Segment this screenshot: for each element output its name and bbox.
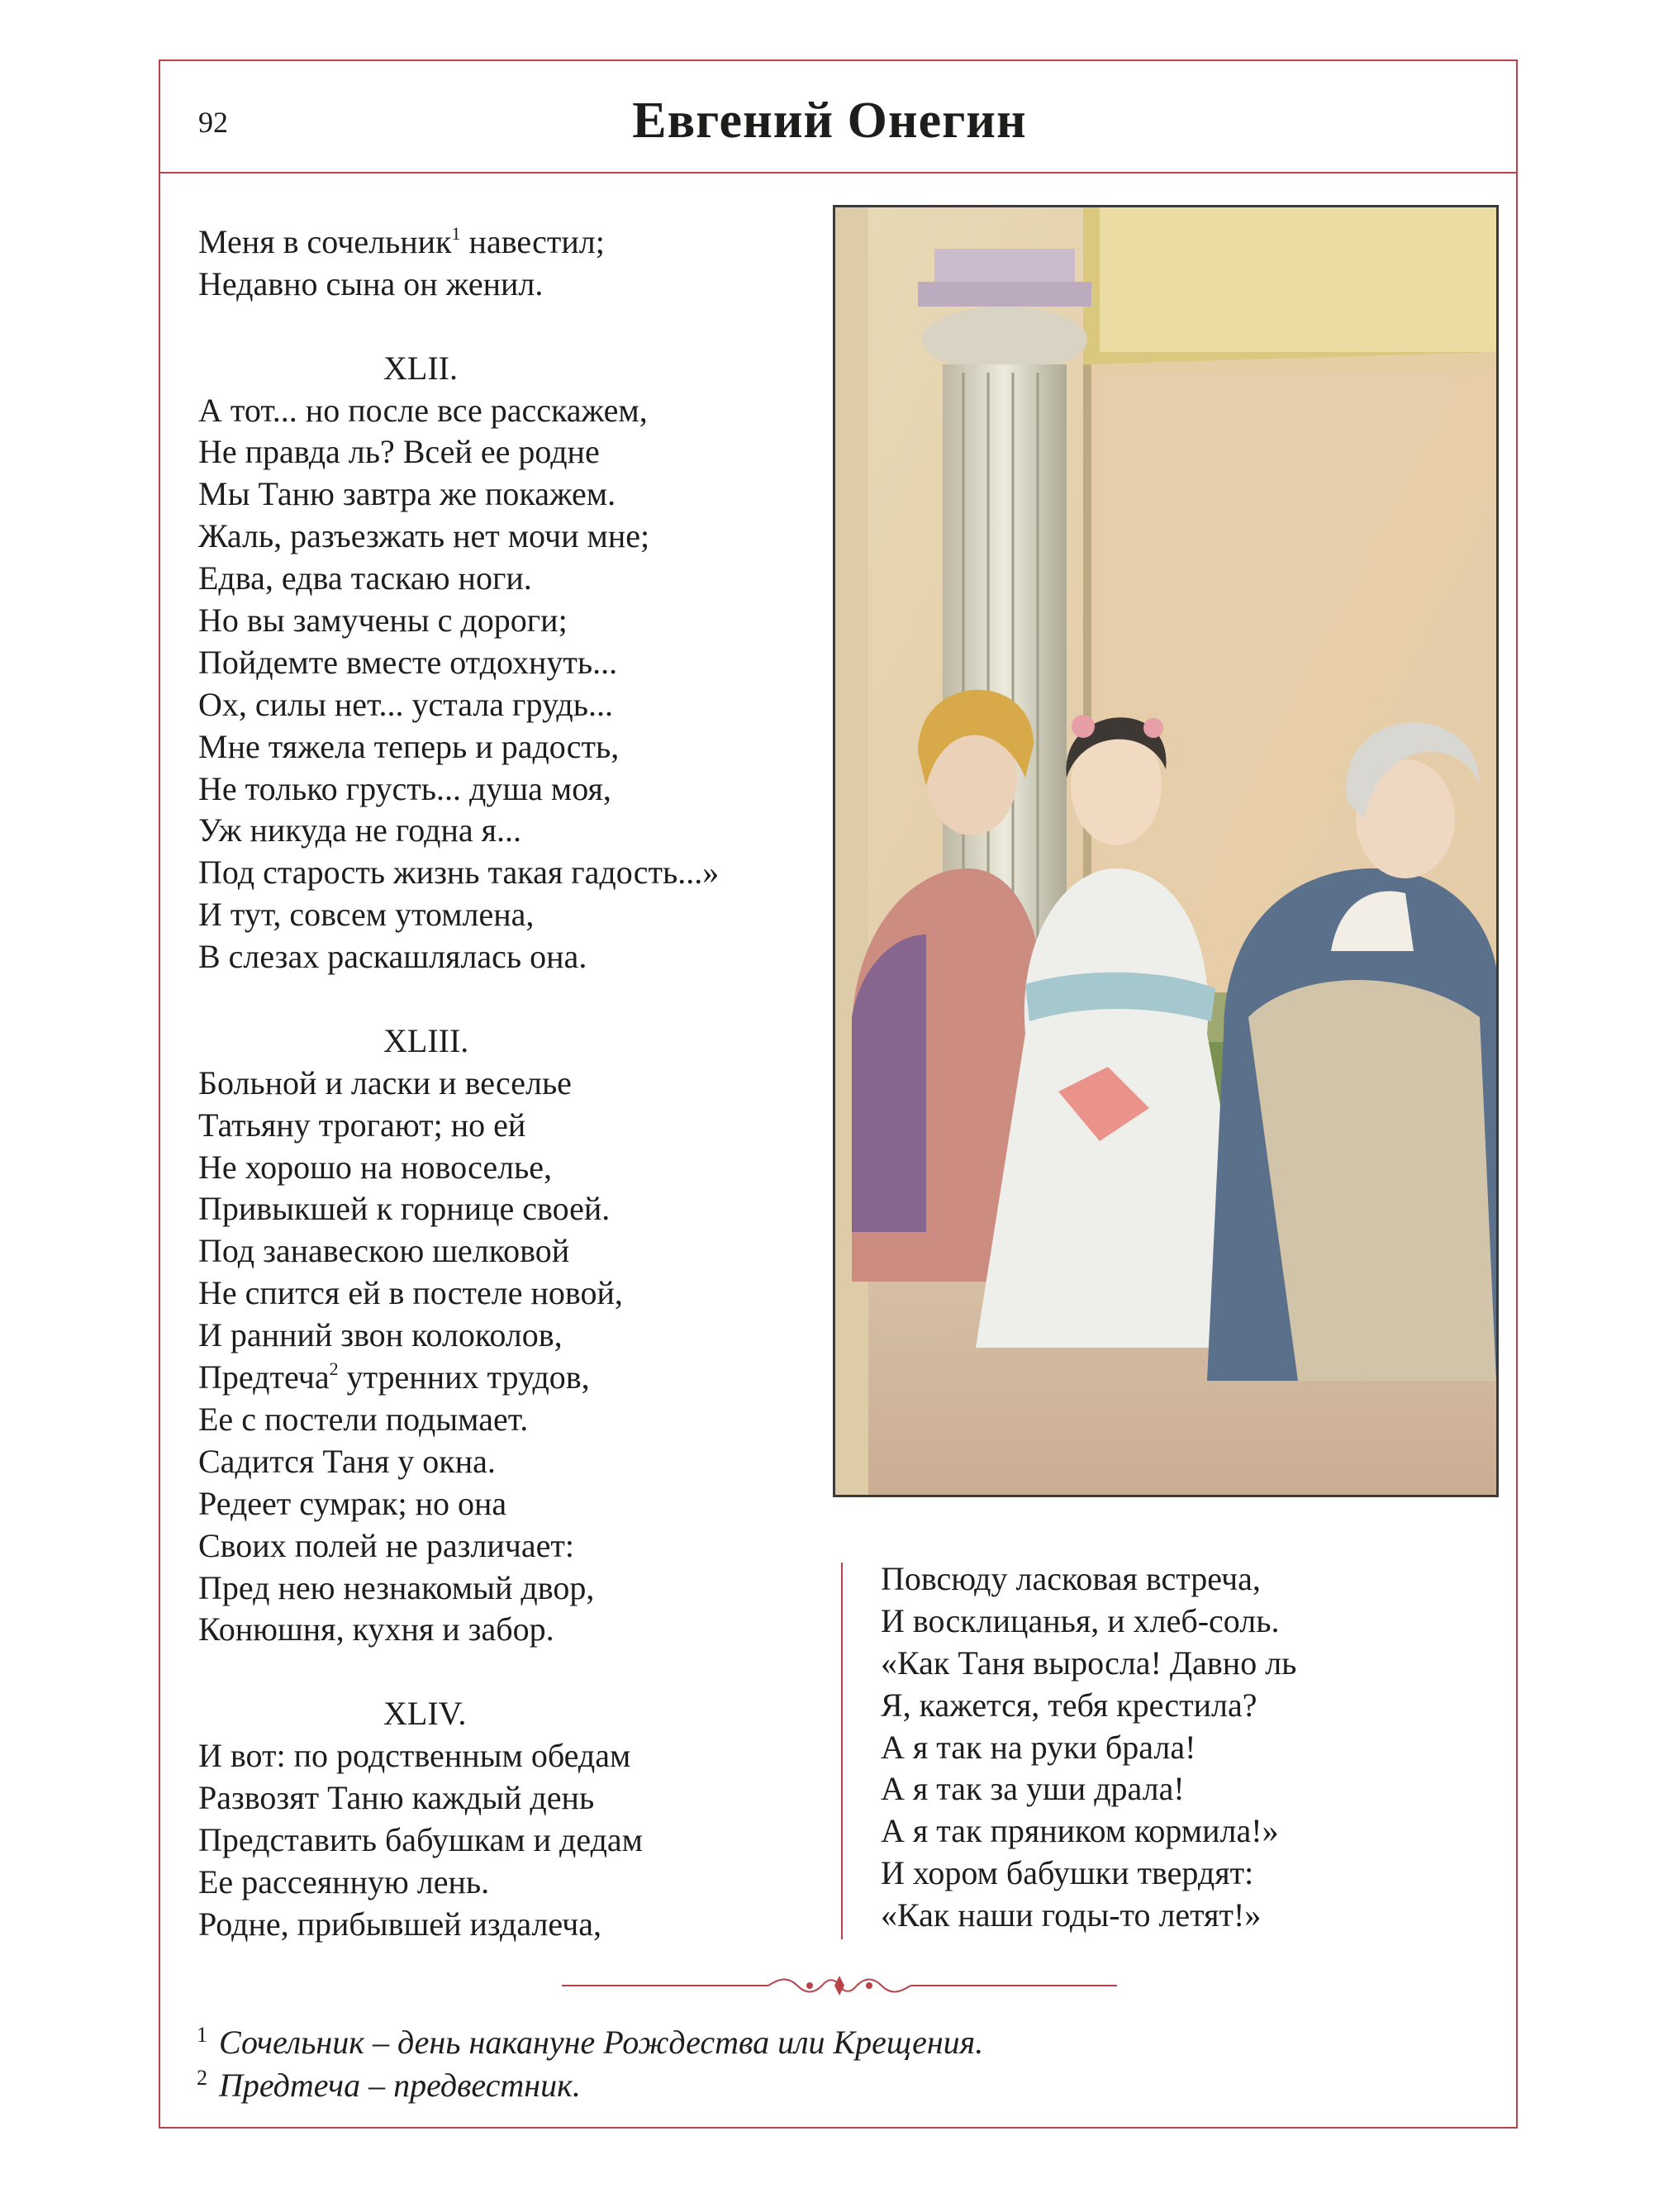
right-column [881,1558,1296,1937]
header-rule [159,172,1518,174]
poem-line: И хором бабушки твердят: [881,1854,1254,1892]
poem-line: Конюшня, кухня и забор. [198,1610,554,1648]
poem-line: Не спится ей в постеле новой, [198,1274,623,1312]
poem-line: Редеет сумрак; но она [198,1484,507,1522]
poem-line: «Как Таня выросла! Давно ль [881,1644,1297,1682]
poem-line: Садится Таня у окна. [198,1442,496,1480]
illustration-three-ladies [833,205,1499,1497]
poem-line: Но вы замучены с дороги; [198,602,568,640]
poem-line: Меня в сочельник$^1$ навестил; [198,222,605,260]
poem-line: Привыкшей к горнице своей. [198,1190,611,1228]
poem-line: Мы Таню завтра же покажем. [198,475,616,513]
poem-line: И восклицанья, и хлеб-соль. [881,1601,1280,1639]
footnote-ref-1: 1 [451,222,461,244]
footnote-2: $^2$ Предтеча – предвестник. [197,2066,581,2104]
stanza-xliv [198,1735,719,1945]
poem-line: Родне, прибывшей издалеча, [198,1905,602,1943]
poem-line: А я так за уши драла! [881,1770,1185,1808]
stanza-heading-xlii: XLII. [383,349,458,387]
stanza-xliii-part-1 [198,1063,719,1357]
poem-line: Татьяну трогают; но ей [198,1106,526,1144]
column-divider [841,1563,843,1939]
poem-line: Недавно сына он женил. [198,264,544,302]
page-title: Евгений Онегин [632,93,1027,149]
poem-line: Повсюду ласковая встреча, [881,1560,1261,1597]
footnote-1: $^1$ Сочельник – день накануне Рождества или Крещения. [197,2023,984,2061]
poem-line: Ох, силы нет... устала грудь... [198,685,614,723]
stanza-heading-xliii: XLIII. [383,1021,469,1059]
poem-line: «Как наши годы-то летят!» [881,1896,1262,1934]
stanza-xliii-part-2 [198,1399,719,1651]
footnotes [197,2021,983,2107]
ornament-divider [562,1973,1117,1998]
poem-line: Уж никуда не годна я... [198,811,522,849]
poem-line: А тот... но после все расскажем, [198,391,648,429]
poem-line: Представить бабушкам и дедам [198,1820,643,1858]
poem-line: Не хорошо на новоселье, [198,1148,553,1186]
stanza-heading-xliv: XLIV. [383,1695,467,1733]
poem-line: Предтеча$^2$ утренних трудов, [198,1358,590,1396]
poem-line: А я так пряником кормила!» [881,1812,1279,1850]
stanza-xliv-continued [881,1558,1296,1937]
poem-line: Больной и ласки и веселье [198,1063,572,1101]
poem-line: Развозят Таню каждый день [198,1778,595,1816]
poem-line: Пойдемте вместе отдохнуть... [198,643,618,681]
poem-line: Не только грусть... душа моя, [198,769,611,807]
poem-line: Ее с постели подымает. [198,1400,529,1438]
poem-line: В слезах раскашлялась она. [198,938,587,976]
poem-line: Мне тяжела теперь и радость, [198,727,620,765]
poem-line: Под старость жизнь такая гадость...» [198,854,720,892]
poem-line: Своих полей не различает: [198,1526,574,1564]
poem-line: Я, кажется, тебя крестила? [881,1686,1257,1724]
poem-line: А я так на руки брала! [881,1728,1196,1766]
footnote-ref-2: 2 [329,1358,339,1379]
poem-line: Ее рассеянную лень. [198,1862,490,1900]
poem-line: И ранний звон колоколов, [198,1316,563,1354]
stanza-xlii [198,390,719,978]
poem-line: Едва, едва таскаю ноги. [198,559,532,597]
poem-line: Пред нею незнакомый двор, [198,1568,595,1606]
poem-line: Не правда ль? Всей ее родне [198,433,600,471]
page-number: 92 [198,106,228,139]
poem-line: Под занавескою шелковой [198,1232,570,1270]
illustration-image [835,207,1496,1495]
poem-line: И вот: по родственным обедам [198,1737,631,1775]
left-column [198,221,719,1946]
poem-line: И тут, совсем утомлена, [198,896,535,934]
poem-line: Жаль, разъезжать нет мочи мне; [198,517,650,555]
